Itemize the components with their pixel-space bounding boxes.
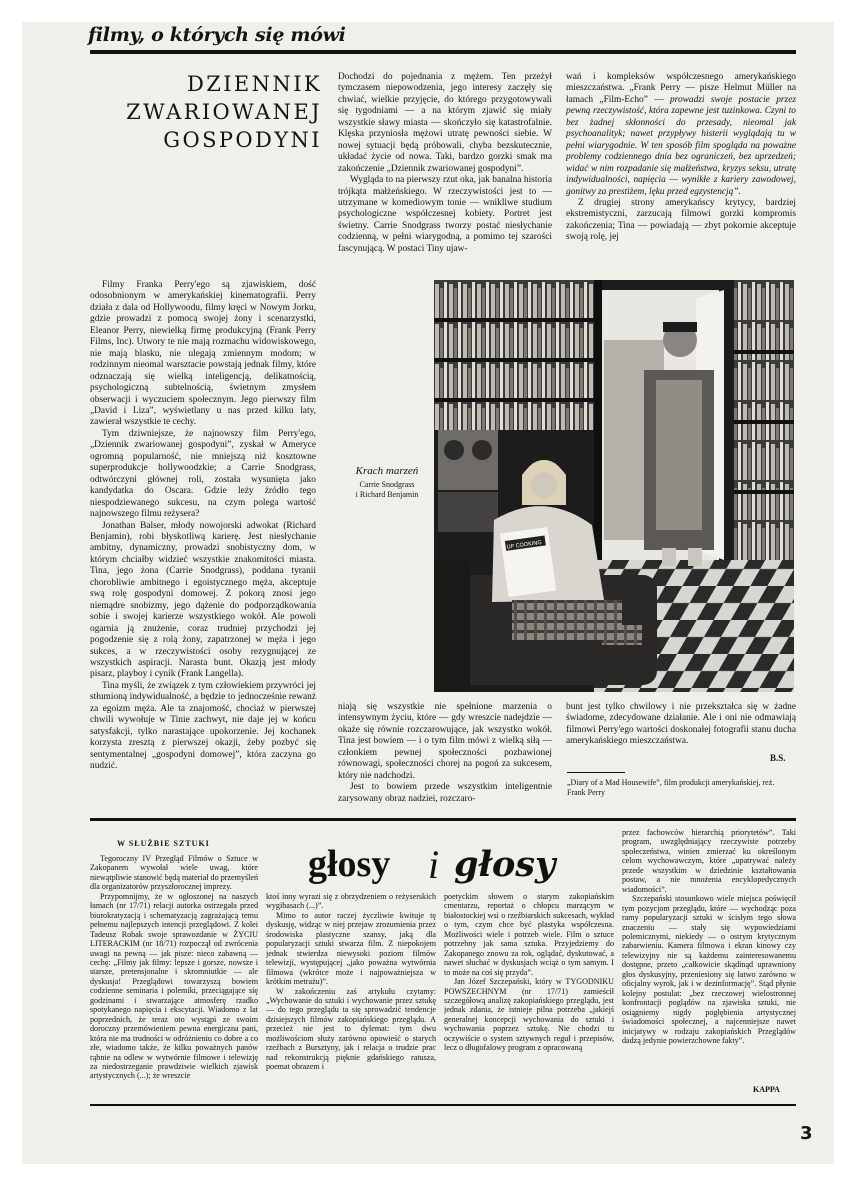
bottom-rule [90,1104,796,1106]
magazine-page [22,22,834,1164]
paragraph: Przypomnijmy, że w ogłoszonej na naszych łamach (nr 17/71) relacji autorka ostrzegała przed biurokratyzacją i schematyzacją zagrażającą temu pełnemu najlepszych intencji przeglądowi. Z kolei Tadeusz Robak swoje sprawozdanie w ŻYCIU LITERACKIM (nr 18/71) rozpoczął od zwrócenia uwagi na pewną — jak pisze: nieco zabawną — cechę: „Filmy jak filmy: lepsze i gorsze, nowsze i starsze, pretensjonalne i skromniutkie — ale dyskusja! Przeglądowi towarzyszą bowiem codzienne seminaria i polemiki, przeciągające się godzinami i stwarzające atmosferę rzadko spotykanego napięcia i ekscytacji. Wiadomo z lat poprzednich, że teraz oto wystąpi ze swoim doroczny przemówieniem pewna energiczna pani, która nie ma trudności w odróżnieniu co dobre a co złe, wiadomo także, że kilku poważnych panów rąbnie na odlew w wytwórnie filmowe i telewizję za niedostrzeganie prawdziwie wielkich zjawisk artystycznych (...); że wreszcie [90,891,258,1081]
paragraph: Jonathan Balser, młody nowojorski adwokat (Richard Benjamin), robi błyskotliwą karierę. Jest niesłychanie ambitny, dynamiczny, prowadzi snobistyczny dom, w którym chciałby widzieć wszystkie znakomitości miasta. Tina, jego żona (Carrie Snodgrass), poddana tyranii chorobliwie ambitnego i egoistycznego męża, akceptuje swą rolę gospodyni domowej. Z pokorą znosi jego niemądre snobizmy, jego dążenie do podporządkowania sobie i swojej karierze wszystkiego wokół. Ale powoli ogarnia ją znużenie, coraz trudniej przychodzi jej pogodzenie się z rolą żony, zapatrzonej w męża i jego sukces, a w rzeczywistości osoby rezygnującej ze wszystkich aspiracji. Narasta bunt. Okazją jest młody pisarz, playboy i cynik (Frank Langella). [90,520,316,680]
page-number: 3 [800,1123,813,1144]
header-rule [90,50,796,54]
article-column-mid-top [338,72,552,292]
paragraph: bunt jest tylko chwilowy i nie przekształca się w żadne świadome, zdecydowane działanie. Ale i oni nie odmawiają filmowi Perry'ego wartości doskonałej fotografii stanu ducha amerykańskiego mieszczaństwa. [566,702,796,747]
article-column-right-top [566,72,796,292]
paragraph [566,72,796,198]
article-column-right-bottom [566,702,796,750]
article-column-mid-bottom [338,702,552,807]
paragraph: poetyckim słowem o starym zakopiańskim cmentarzu, reportaż o chłopcu marzącym w białostockiej wsi o rzeźbiarskich sukcesach, wykład o tym, czym chce być plastyka współczesna. Możliwości wiele i potrzeb wiele. Film o sztuce potrzebny jak sama sztuka. Przyjedziemy do Zakopanego znowu za rok, oglądać, dyskutować, a nawet słuchać w dyskusjach wciąż o tym samym. I to może na coś się przyda”. [444,892,614,977]
title-line-3: GOSPODYNI [163,128,322,152]
heading-conjunction: i [428,842,440,886]
glosy-i-glosy-heading [304,840,604,886]
lower-column-a [90,854,258,1110]
lower-column-c [444,892,614,1110]
caption-name: i Richard Benjamin [355,490,419,499]
paragraph: Jest to bowiem przede wszystkim inteligentnie zarysowany obraz nadziei, rozczaro- [338,782,552,804]
heading-word-right: głosy [454,844,556,885]
title-line-1: DZIENNIK [187,72,322,96]
book-cover-text: UP COOKING [506,539,543,551]
lower-column-d [622,828,796,1100]
paragraph-text: wań i kompleksów współczesnego amerykańskiego mieszczaństwa. „Frank Perry — pisze Helmut Müller na łamach „Film-Echo” — [566,72,796,105]
caption-title: Krach marzeń [355,465,419,477]
article-column-left [90,280,316,810]
article-title [112,70,322,154]
paragraph: Tym dziwniejsze, że najnowszy film Perry'ego, „Dziennik zwariowanej gospodyni”, zyskał w Ameryce ogromną popularność, nie mniejszą niż kosztowne superprodukcje hollywoodzkie; a Carrie Snodgrass, odtwórczyni głównej roli, została wysunięta jako kandydatka do Oscara. Gdzie leży źródło tego niespodziewanego sukcesu, na czym polega wartość najnowszego filmu reżysera? [90,428,316,520]
paragraph: W zakończeniu zaś artykułu czytamy: „Wychowanie do sztuki i wychowanie przez sztukę — do tego przeglądu ta się sprowadzić tendencje dzisiejszych filmów zakopiańskiego przeglądu. A przecież nie jest to dylemat: tym dwu możliwościom służy zarówno opowieść o starych rzeźbach z Bursztyny, jak i relacja o trudzie prac nad rekonstrukcją pięknie gdańskiego ratusza, poemat obrazem i [266,986,436,1072]
paragraph: ktoś inny wyrazi się z obrzydzeniem o reżyserskich wygibasach (...)”. [266,892,436,911]
section-separator [90,818,796,821]
quote-italic: prowadzi swoje postacie przez pewną rzeczywistość, która zapewne jest tuzinkowa. Czyni to bez żadnej skłonności do przesady, nieomal jak psychoanalityk; nawet przypływy histerii wyglądają tu w pełni wiarygodnie. W ten sposób film spogląda na poważne problemy codziennego dnia bez ograniczeń, bez uprzedzeń; widać w nim rozpadanie się małżeństwa, kryzys seksu, utratę indywidualności, napięcia — wynikłe z kariery zawodowej, gonitwy za prestiżem, lęku przed egzystencją”. [566,94,796,197]
film-footnote: „Diary of a Mad Housewife”, film produkcji amerykańskiej, reż. Frank Perry [567,778,775,797]
paragraph: przez fachowców hierarchią priorytetów”. Taki program, uwzględniający rzeczywiste potrzeby społeczeństwa, winien zmierzać ku określonym celom wychowawczym, które „upatrywać należy przede wszystkim w dziedzinie kształtowania postaw, a nie mnożenia encyklopedycznych wiadomości”. [622,828,796,894]
paragraph: niają się wszystkie nie spełnione marzenia o intensywnym życiu, które — gdy wreszcie nadejdzie — okaże się równie rozczarowujące, jak wszystko wokół. Tina jest bowiem — i o tym film mówi z wielką siłą — członkiem pewnej społeczności pozbawionej równowagi, społeczności chorej na pogoń za sukcesem, który nie nadchodzi. [338,702,552,781]
paragraph: Tina myśli, że związek z tym człowiekiem przywróci jej stłumioną indywidualność, a będzie to jednocześnie rewanż za egoizm męża. Ale ta znajomość, chociaż w pierwszej chwili wywołuje w Tinie zachwyt, nie daje jej w końcu satysfakcji, tylko narastające upokorzenie. Jej kochanek korzysta zresztą z pierwszej okazji, żeby pozbyć się sentymentalnej „gospodyni domowej”, która zaczyna go nudzić. [90,680,316,772]
caption-name: Carrie Snodgrass [359,480,415,489]
paragraph: Jan Józef Szczepański, który w TYGODNIKU POWSZECHNYM (nr 17/71) zamieścił szczegółową analizę zakopiańskiego przeglądu, jest jednak zdania, że istnieje pilna potrzeba „jakiejś generalnej koncepcji wychowania do sztuki i wychowania poprzez sztukę. Nie chodzi tu oczywiście o system sztywnych reguł i przepisów, lecz o długofalowy program z opracowaną [444,977,614,1053]
lower-column-b [266,892,436,1110]
lower-signature: KAPPA [753,1085,780,1094]
paragraph: Tegoroczny IV Przegląd Filmów o Sztuce w Zakopanem wywołał wiele uwag, które niewątpliwie stanowić będą materiał do przemyśleń dla organizatorów przyszłorocznej imprezy. [90,854,258,892]
paragraph: Mimo to autor raczej życzliwie kwituje tę dyskusję, widząc w niej przejaw zrozumienia przez środowiska plastyczne szansy, jaką dla popularyzacji sztuki stwarza film. Z niepokojem jednak stwierdza niewysoki poziom filmów telewizji, występującej „jako poważna wytwórnia filmowa (wkrótce może i najpoważniejsza w krótkim metrażu)”. [266,910,436,987]
caption-names [337,480,437,500]
paragraph: Filmy Franka Perry'ego są zjawiskiem, dość odosobnionym w amerykańskiej kinematografii. Perry działa z dala od Hollywoodu, filmy kręci w Nowym Jorku, gdzie prowadzi z pomocą swojej żony i scenarzystki, Eleanor Perry, niewielką firmę produkcyjną (Frank Perry Films, Inc). Utwory te nie mają rozmachu widowiskowego, nie mają blasku, nie ulegają zmiennym modom; w rodzinnym nieomal warsztacie powstają jednak filmy, które odznaczają się wielką inteligencją, delikatnością, psychologiczną subtelnością, świetnym zmysłem obserwacji i wyczuciem społecznym. Jego pierwszy film „David i Liza”, wyświetlany u nas przed kilku laty, zawierał wszystkie te cechy. [90,280,316,428]
paragraph: Dochodzi do pojednania z mężem. Ten przeżył tymczasem niepowodzenia, jego interesy zaczęły się chwiać, wielkie przyjęcie, do którego przygotowywali się tygodniami — a na którym zjawić się miały wszystkie sławy miasta — skończyło się katastrofalnie. Klęska przyniosła mężowi utratę pewności siebie. W nowej sytuacji będą próbowali, chyba bezskutecznie, układać życie od nowa. Taki, bardzo gorzki smak ma zakończenie „Dziennik zwariowanej gospodyni”. [338,72,552,174]
paragraph: Z drugiej strony amerykańscy krytycy, bardziej ekstremistyczni, zarzucają filmowi gorzki kompromis zakończenia; Tina — powiadają — zbyt pokornie akceptuje swoją rolę, jej [566,197,796,243]
film-still-photo [434,280,794,692]
article-signature: B.S. [770,753,786,763]
section-header: filmy, o których się mówi [88,24,346,46]
title-line-2: ZWARIOWANEJ [126,100,322,124]
paragraph: Wygląda to na pierwszy rzut oka, jak banalna historia trójkąta małżeńskiego. W rzeczywistości jest to — utrzymane w komediowym tonie — wnikliwe studium psychologiczne współczesnej kobiety. Portret jest świetny. Carrie Snodgrass tworzy postać niesłychanie codzienną, w pełni wiarygodną, a pomimo tej szarości fascynującą. W postaci Tiny ujaw- [338,175,552,254]
paragraph: Szczepański stosunkowo wiele miejsca poświęcił tym pozycjom przeglądu, które — wychodząc poza ramy popularyzacji sztuki w ścisłym tego słowa znaczeniu — stały się wypowiedziami polemicznymi, niekiedy — o ostrym krytycznym zabarwieniu. Kamera filmowa i ekran kinowy czy telewizyjny nie są każdemu zainteresowanemu dostępne, przeto „całkowicie skądinąd uprawniony głos dyskusyjny, przeniesiony się łatwo zarówno w oficjalny wyrok, jak i w dezinformację”. Stąd płynie kolejny postulat: „bez rzeczowej wielostronnej konfrontacji poglądów na zjawiska sztuki, nie osiągniemy nigdy pogłębienia artystycznej świadomości społecznej, a najcenniejsze nawet inicjatywy w rodzaju zakopiańskich Przeglądów dadzą jedynie powierzchowne fakty”. [622,894,796,1045]
heading-word-left: głosy [308,843,391,885]
lower-section-title: W SŁUŻBIE SZTUKI [117,839,210,848]
photo-caption [337,465,437,500]
footnote-rule [567,772,625,773]
